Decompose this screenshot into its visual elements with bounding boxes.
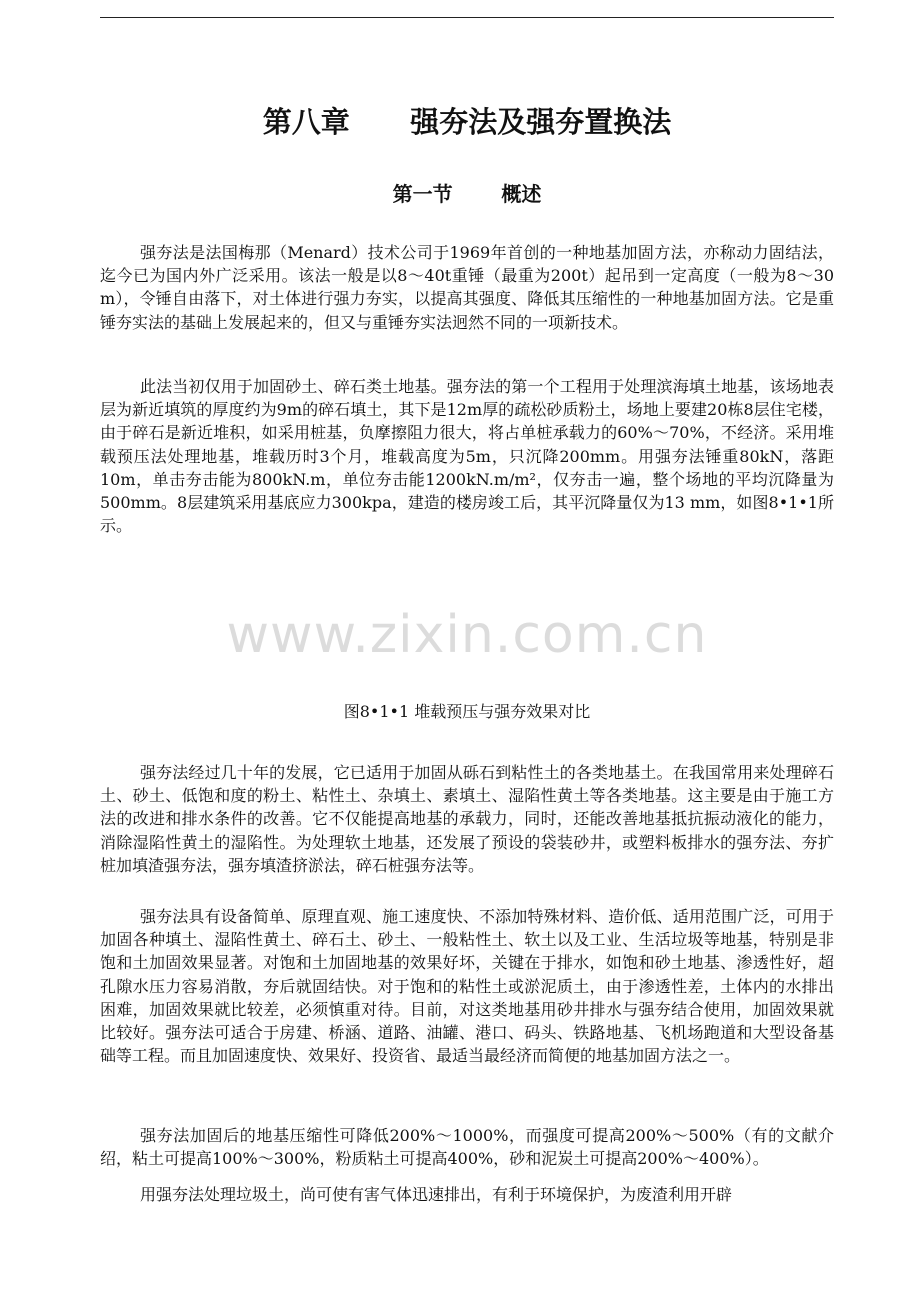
top-rule xyxy=(100,17,834,18)
watermark: www.zixin.com.cn xyxy=(226,605,708,665)
paragraph-improvement: 强夯法加固后的地基压缩性可降低200%～1000%，而强度可提高200%～500%（有的文献介绍，粘土可提高100%～300%，粉质粘土可提高400%，砂和泥炭土可提高200%～400%）。 xyxy=(100,1126,834,1169)
figure-caption: 图8•1•1 堆载预压与强夯效果对比 xyxy=(343,702,591,721)
chapter-title: 第八章 强夯法及强夯置换法 xyxy=(262,105,672,139)
paragraph-intro: 强夯法是法国梅那（Menard）技术公司于1969年首创的一种地基加固方法，亦称动力固结法，迄今已为国内外广泛采用。该法一般是以8～40t重锤（最重为200t）起吊到一定高度（一般为8～30 m），令锤自由落下，对土体进行强力夯实，以提高其强度、降低其压缩性的一种地基加固方法。它是重锤夯实法的基础上发展起来的，但又与重锤夯实法迥然不同的一项新技术。 xyxy=(100,243,834,332)
section-title: 第一节 概述 xyxy=(392,182,542,206)
paragraph-development: 强夯法经过几十年的发展，它已适用于加固从砾石到粘性土的各类地基土。在我国常用来处理碎石土、砂土、低饱和度的粉土、粘性土、杂填土、素填土、湿陷性黄土等各类地基。这主要是由于施工方法的改进和排水条件的改善。它不仅能提高地基的承载力，同时，还能改善地基抵抗振动液化的能力，消除湿陷性黄土的湿陷性。为处理软土地基，还发展了预设的袋装砂井，或塑料板排水的强夯法、夯扩桩加填渣强夯法，强夯填渣挤淤法，碎石桩强夯法等。 xyxy=(100,763,834,875)
paragraph-garbage-soil: 用强夯法处理垃圾土，尚可使有害气体迅速排出，有利于环境保护，为废渣利用开辟 xyxy=(140,1185,733,1204)
paragraph-advantages: 强夯法具有设备简单、原理直观、施工速度快、不添加特殊材料、造价低、适用范围广泛，可用于加固各种填土、湿陷性黄土、碎石土、砂土、一般粘性土、软土以及工业、生活垃圾等地基，特别是非饱和土加固效果显著。对饱和土加固地基的效果好坏，关键在于排水，如饱和砂土地基、渗透性好，超孔隙水压力容易消散，夯后就固结快。对于饱和的粘性土或淤泥质土，由于渗透性差，土体内的水排出困难，加固效果就比较差，必须慎重对待。目前，对这类地基用砂井排水与强夯结合使用，加固效果就比较好。强夯法可适合于房建、桥涵、道路、油罐、港口、码头、铁路地基、飞机场跑道和大型设备基础等工程。而且加固速度快、效果好、投资省、最适当最经济而简便的地基加固方法之一。 xyxy=(100,907,834,1066)
paragraph-first-project: 此法当初仅用于加固砂土、碎石类土地基。强夯法的第一个工程用于处理滨海填土地基，该场地表层为新近填筑的厚度约为9m的碎石填土，其下是12m厚的疏松砂质粉土，场地上要建20栋8层住宅楼，由于碎石是新近堆积，如采用桩基，负摩擦阻力很大，将占单桩承载力的60%～70%，不经济。采用堆载预压法处理地基，堆载历时3个月，堆载高度为5m，只沉降200mm。用强夯法锤重80kN，落距10m，单击夯击能为800kN.m，单位夯击能1200kN.m/m²，仅夯击一遍，整个场地的平均沉降量为500mm。8层建筑采用基底应力300kpa，建造的楼房竣工后，其平沉降量仅为13 mm，如图8•1•1所示。 xyxy=(100,377,834,536)
